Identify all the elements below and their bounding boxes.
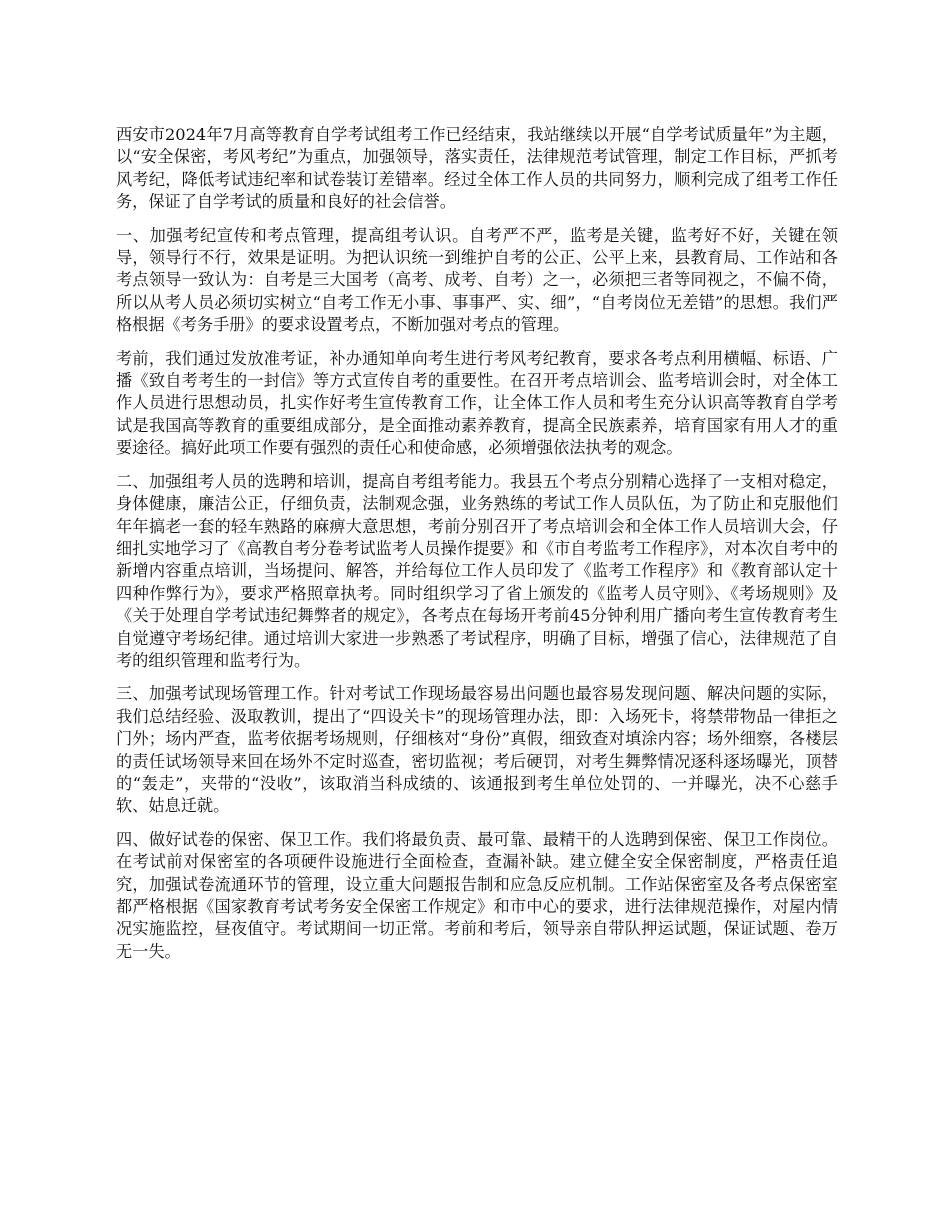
paragraph-section-1: 一、加强考纪宣传和考点管理，提高组考认识。自考严不严，监考是关键，监考好不好，关键在领导，领导行不行，效果是证明。为把认识统一到维护自考的公正、公平上来，县教育局、工作站和各考点领导一致认为：自考是三大国考（高考、成考、自考）之一，必须把三者等同视之，不偏不倚，所以从考人员必须切实树立“自考工作无小事、事事严、实、细”，“自考岗位无差错”的思想。我们严格根据《考务手册》的要求设置考点，不断加强对考点的管理。 bbox=[116, 225, 838, 335]
document-body bbox=[116, 124, 838, 974]
paragraph-section-3: 三、加强考试现场管理工作。针对考试工作现场最容易出问题也最容易发现问题、解决问题的实际，我们总结经验、汲取教训，提出了“四设关卡”的现场管理办法，即：入场死卡，将禁带物品一律拒之门外；场内严查，监考依据考场规则，仔细核对“身份”真假，细致查对填涂内容；场外细察，各楼层的责任试场领导来回在场外不定时巡查，密切监视；考后硬罚，对考生舞弊情况逐科逐场曝光，顶替的“轰走”，夹带的“没收”，该取消当科成绩的、该通报到考生单位处罚的、一并曝光，决不心慈手软、姑息迁就。 bbox=[116, 684, 838, 816]
paragraph-section-4: 四、做好试卷的保密、保卫工作。我们将最负责、最可靠、最精干的人选聘到保密、保卫工作岗位。在考试前对保密室的各项硬件设施进行全面检查，查漏补缺。建立健全安全保密制度，严格责任追究，加强试卷流通环节的管理，设立重大问题报告制和应急反应机制。工作站保密室及各考点保密室都严格根据《国家教育考试考务安全保密工作规定》和市中心的要求，进行法律规范操作，对屋内情况实施监控，昼夜值守。考试期间一切正常。考前和考后，领导亲自带队押运试题，保证试题、卷万无一失。 bbox=[116, 829, 838, 961]
paragraph-pre-exam: 考前，我们通过发放准考证，补办通知单向考生进行考风考纪教育，要求各考点利用横幅、标语、广播《致自考考生的一封信》等方式宣传自考的重要性。在召开考点培训会、监考培训会时，对全体工作人员进行思想动员，扎实作好考生宣传教育工作，让全体工作人员和考生充分认识高等教育自学考试是我国高等教育的重要组成部分，是全面推动素养教育，提高全民族素养，培育国家有用人才的重要途径。搞好此项工作要有强烈的责任心和使命感，必须增强依法执考的观念。 bbox=[116, 348, 838, 458]
paragraph-intro: 西安市2024年7月高等教育自学考试组考工作已经结束，我站继续以开展“自学考试质量年”为主题，以“安全保密，考风考纪”为重点，加强领导，落实责任，法律规范考试管理，制定工作目标，严抓考风考纪，降低考试违纪率和试卷装订差错率。经过全体工作人员的共同努力，顺利完成了组考工作任务，保证了自学考试的质量和良好的社会信誉。 bbox=[116, 125, 838, 212]
paragraph-section-2: 二、加强组考人员的选聘和培训，提高自考组考能力。我县五个考点分别精心选择了一支相对稳定，身体健康，廉洁公正，仔细负责，法制观念强，业务熟练的考试工作人员队伍，为了防止和克服他们年年搞老一套的轻车熟路的麻痹大意思想，考前分别召开了考点培训会和全体工作人员培训大会，仔细扎实地学习了《高教自考分卷考试监考人员操作提要》和《市自考监考工作程序》，对本次自考中的新增内容重点培训，当场提问、解答，并给每位工作人员印发了《监考工作程序》和《教育部认定十四种作弊行为》，要求严格照章执考。同时组织学习了省上颁发的《监考人员守则》、《考场规则》及《关于处理自学考试违纪舞弊者的规定》，各考点在每场开考前45分钟利用广播向考生宣传教育考生自觉遵守考场纪律。通过培训大家进一步熟悉了考试程序，明确了目标，增强了信心，法律规范了自考的组织管理和监考行为。 bbox=[116, 471, 838, 670]
